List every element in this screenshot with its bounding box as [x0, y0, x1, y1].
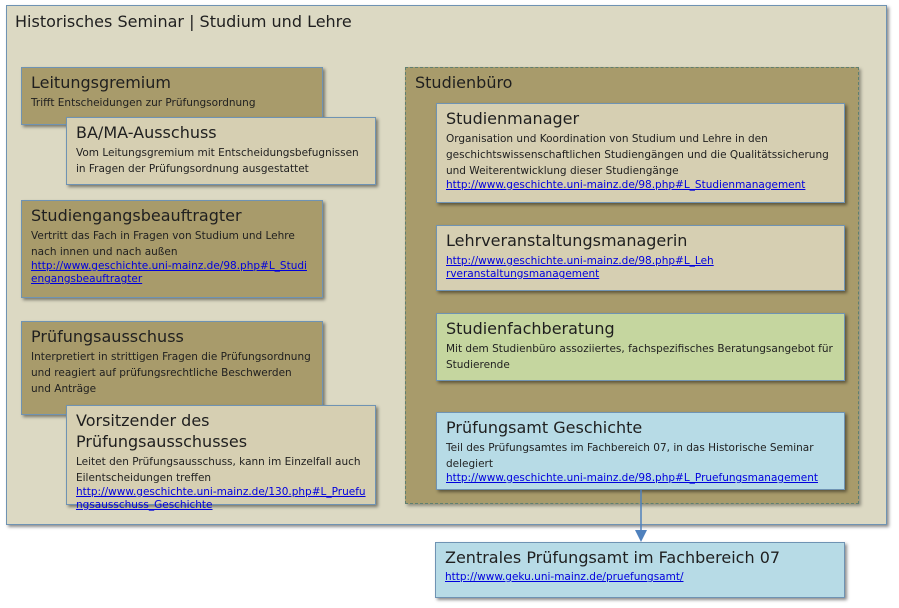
studienfachberatung-desc: Mit dem Studienbüro assoziiertes, fachspezifisches Beratungsangebot für Studierende — [446, 343, 833, 371]
bama-title: BA/MA-Ausschuss — [76, 123, 217, 142]
zentral-link[interactable]: http://www.geku.uni-mainz.de/pruefungsamt/ — [445, 571, 684, 583]
vorsitzender-link[interactable]: http://www.geschichte.uni-mainz.de/130.php#L_Pruefungsausschuss_Geschichte — [76, 486, 366, 511]
lehrveranstaltung-title: Lehrveranstaltungsmanagerin — [446, 231, 688, 250]
studienmanager-desc: Organisation und Koordination von Studium und Lehre in den geschichtswissenschaftlichen Studiengängen und die Qualitätssicherung und Weiterentwicklung dieser Studiengänge — [446, 133, 829, 177]
studienfachberatung-title: Studienfachberatung — [446, 319, 615, 338]
studiengangsbeauftragter-title: Studiengangsbeauftragter — [31, 206, 242, 225]
bama-desc: Vom Leitungsgremium mit Entscheidungsbefugnissen in Fragen der Prüfungsordnung ausgestattet — [76, 147, 359, 175]
pruefungsamt-desc: Teil des Prüfungsamtes im Fachbereich 07, in das Historische Seminar delegiert — [446, 442, 814, 470]
pruefungsamt-link[interactable]: http://www.geschichte.uni-mainz.de/98.php#L_Pruefungsmanagement — [446, 472, 818, 484]
vorsitzender-desc: Leitet den Prüfungsausschuss, kann im Einzelfall auch Eilentscheidungen treffen — [76, 456, 361, 484]
studienmanager-title: Studienmanager — [446, 109, 580, 128]
pruefungsausschuss-title: Prüfungsausschuss — [31, 327, 184, 346]
leitungsgremium-title: Leitungsgremium — [31, 73, 171, 92]
studiengangsbeauftragter-desc: Vertritt das Fach in Fragen von Studium und Lehre nach innen und nach außen — [31, 230, 295, 258]
studienbuero-title: Studienbüro — [415, 73, 513, 92]
studienmanager-link[interactable]: http://www.geschichte.uni-mainz.de/98.php#L_Studienmanagement — [446, 179, 806, 191]
leitungsgremium-desc: Trifft Entscheidungen zur Prüfungsordnung — [31, 97, 256, 109]
studiengangsbeauftragter-link[interactable]: http://www.geschichte.uni-mainz.de/98.php#L_Studiengangsbeauftragter — [31, 260, 307, 285]
frame-title: Historisches Seminar | Studium und Lehre — [15, 12, 352, 31]
zentral-title: Zentrales Prüfungsamt im Fachbereich 07 — [445, 548, 781, 567]
pruefungsamt-title: Prüfungsamt Geschichte — [446, 418, 643, 437]
zentral-box — [435, 542, 845, 598]
vorsitzender-title: Vorsitzender des Prüfungsausschusses — [76, 411, 248, 451]
lehrveranstaltung-link[interactable]: http://www.geschichte.uni-mainz.de/98.php#L_Lehrveranstaltungsmanagement — [446, 255, 714, 280]
pruefungsausschuss-desc: Interpretiert in strittigen Fragen die Prüfungsordnung und reagiert auf prüfungsrechtliche Beschwerden und Anträge — [31, 351, 311, 395]
